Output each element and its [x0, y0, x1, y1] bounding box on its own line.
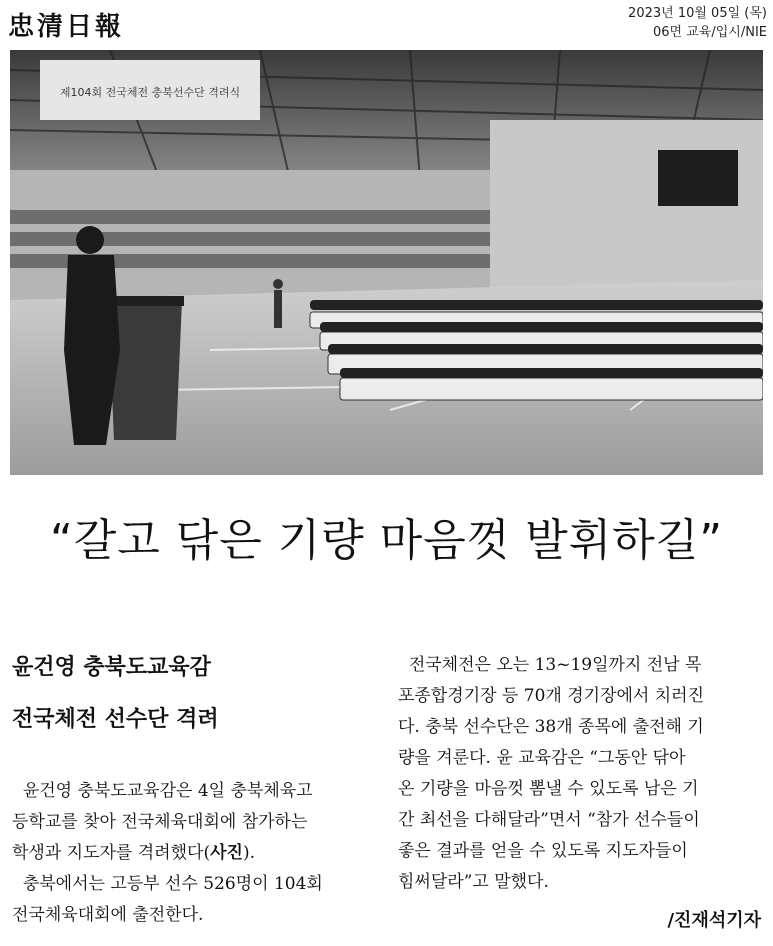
article-body-right — [398, 650, 704, 898]
body-line-text: 충북에서는 고등부 선수 526명이 104회 — [22, 874, 323, 894]
body-line-text: 포종합경기장 등 70개 경기장에서 치러진 — [398, 686, 704, 706]
article-body-left — [12, 776, 323, 931]
newspaper-masthead: 忠清日報 — [8, 12, 125, 42]
body-line-text: 학생과 지도자를 격려했다( — [12, 843, 211, 863]
issue-meta — [628, 4, 767, 42]
body-line — [398, 867, 704, 898]
photo-reference: 사진 — [210, 843, 243, 863]
body-line-text: 온 기량을 마음껏 뽐낼 수 있도록 남은 기 — [398, 779, 699, 799]
article-headline: “갈고 닦은 기량 마음껏 발휘하길” — [49, 515, 724, 566]
page-section: 06면 교육/입시/NIE — [653, 25, 767, 40]
body-line-text: 전국체육대회에 출전한다. — [12, 905, 204, 925]
subheadline-1: 윤건영 충북도교육감 — [12, 655, 211, 680]
body-line-text: 량을 겨룬다. 윤 교육감은 “그동안 닦아 — [398, 748, 686, 768]
subheadline-2: 전국체전 선수단 격려 — [12, 707, 219, 732]
body-line — [398, 836, 704, 867]
body-line-text: 윤건영 충북도교육감은 4일 충북체육고 — [22, 781, 313, 801]
body-line — [12, 807, 323, 838]
body-line — [12, 776, 323, 807]
gymnasium-photo — [10, 50, 763, 475]
body-line-text: 전국체전은 오는 13~19일까지 전남 목 — [408, 655, 702, 675]
body-line — [12, 838, 323, 869]
body-line-text: 좋은 결과를 얻을 수 있도록 지도자들이 — [398, 841, 688, 861]
body-line-text: ). — [242, 843, 255, 863]
body-line — [12, 900, 323, 931]
body-line — [12, 869, 323, 900]
body-line — [398, 743, 704, 774]
issue-date: 2023년 10월 05일 (목) — [628, 6, 767, 21]
article-photo — [10, 50, 763, 475]
body-line — [398, 681, 704, 712]
body-line-text: 간 최선을 다해달라”면서 “참가 선수들이 — [398, 810, 700, 830]
body-line — [398, 805, 704, 836]
body-line-text: 등학교를 찾아 전국체육대회에 참가하는 — [12, 812, 308, 832]
body-line — [398, 712, 704, 743]
body-line — [398, 774, 704, 805]
body-line — [398, 650, 704, 681]
banner-text: 제104회 전국체전 충북선수단 격려식 — [59, 86, 241, 99]
body-line-text: 힘써달라”고 말했다. — [398, 872, 549, 892]
reporter-byline: /진재석기자 — [667, 910, 761, 931]
body-line-text: 다. 충북 선수단은 38개 종목에 출전해 기 — [398, 717, 704, 737]
